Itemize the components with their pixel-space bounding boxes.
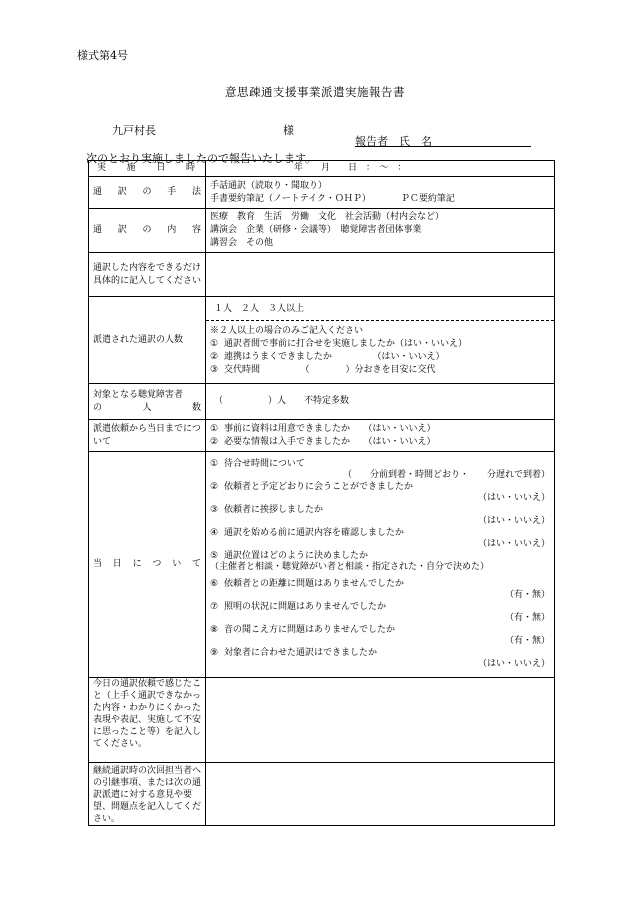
label-detail: 通訳した内容をできるだけ具体的に記入してください bbox=[89, 253, 206, 297]
content-line-2: 講演会 企業（研修・会議等） 聴覚障害者団体事業 bbox=[210, 225, 422, 235]
label-request: 派遣依頼から当日までについて bbox=[89, 420, 206, 452]
interpreter-item-3: ③ 交代時間 （ ）分おきを目安に交代 bbox=[210, 365, 436, 375]
row-method bbox=[89, 177, 555, 209]
method-line-1: 手話通訳（読取り・聞取り） bbox=[210, 180, 328, 191]
row-content bbox=[89, 209, 555, 253]
day-q6-answer: （有・無） bbox=[504, 590, 550, 600]
row-detail bbox=[89, 253, 555, 297]
label-date: 実 施 日 時 bbox=[89, 161, 206, 177]
addressee-honorific: 様 bbox=[283, 124, 294, 137]
interpreter-counts: １人 ２人 ３人以上 bbox=[214, 304, 305, 314]
date-field[interactable]: 年 月 日 ： 〜 ： bbox=[206, 161, 555, 177]
row-persons bbox=[89, 384, 555, 420]
intro-text: 次のとおり実施しましたので報告いたします。 bbox=[86, 152, 317, 165]
label-content: 通 訳 の 内 容 bbox=[89, 209, 206, 253]
label-interpreters: 派遣された通訳の人数 bbox=[89, 297, 206, 384]
persons-field[interactable]: （ ）人 不特定多数 bbox=[206, 384, 555, 420]
handover-field[interactable] bbox=[206, 763, 555, 826]
addressee-name: 九戸村長 bbox=[112, 124, 156, 137]
day-q1: ① 待合せ時間について bbox=[210, 458, 305, 469]
content-line-3: 講習会 その他 bbox=[210, 238, 274, 248]
label-day: 当 日 に つ い て bbox=[89, 452, 206, 678]
day-q7-answer: （有・無） bbox=[504, 613, 550, 623]
dashed-separator bbox=[206, 320, 554, 321]
row-date bbox=[89, 161, 555, 177]
day-q9-answer: （はい・いいえ） bbox=[477, 659, 550, 669]
label-method: 通 訳 の 手 法 bbox=[89, 177, 206, 209]
feedback-field[interactable] bbox=[206, 678, 555, 763]
interpreter-note: ※２人以上の場合のみご記入ください bbox=[210, 326, 364, 336]
day-q3-answer: （はい・いいえ） bbox=[477, 516, 550, 526]
method-line-2: 手書要約筆記（ノートテイク・ＯＨＰ） ＰＣ要約筆記 bbox=[210, 193, 455, 204]
request-item-2: ② 必要な情報は入手できましたか （はい・いいえ） bbox=[210, 436, 436, 447]
interpreter-item-2: ② 連携はうまくできましたか （はい・いいえ） bbox=[210, 352, 445, 362]
row-request bbox=[89, 420, 555, 452]
label-handover: 継続通訳時の次回担当者への引継事項、または次の通訳派遣に対する意見や要望、問題点を記入してください。 bbox=[89, 763, 206, 826]
day-q8-answer: （有・無） bbox=[504, 636, 550, 646]
row-handover bbox=[89, 763, 555, 826]
form-number: 様式第4号 bbox=[77, 49, 128, 62]
day-q7: ⑦ 照明の状況に問題はありませんでしたか bbox=[210, 601, 387, 612]
detail-field[interactable] bbox=[206, 253, 555, 297]
day-q2-answer: （はい・いいえ） bbox=[477, 493, 550, 503]
row-feedback bbox=[89, 678, 555, 763]
day-q4-answer: （はい・いいえ） bbox=[477, 539, 550, 549]
day-q5: ⑤ 通訳位置はどのように決めましたか bbox=[210, 550, 369, 561]
document-title: 意思疎通支援事業派遣実施報告書 bbox=[225, 85, 405, 99]
content-options[interactable] bbox=[206, 209, 555, 253]
reporter-name-line[interactable] bbox=[355, 146, 531, 147]
interpreter-item-1: ① 通訳者間で事前に打合せを実施しましたか（はい・いいえ） bbox=[210, 339, 468, 349]
report-form-table bbox=[88, 160, 555, 826]
day-q8: ⑧ 音の聞こえ方に問題はありませんでしたか bbox=[210, 624, 396, 635]
day-q1-options: （ 分前到着・時間どおり・ 分遅れで到着） bbox=[342, 470, 550, 480]
label-persons: 対象となる聴覚障害者 の 人 数 bbox=[89, 384, 206, 420]
row-day bbox=[89, 452, 555, 678]
day-q2: ② 依頼者と予定どおりに会うことができましたか bbox=[210, 481, 414, 492]
day-field[interactable] bbox=[206, 452, 555, 678]
day-q5-options: （主催者と相談・聴覚障がい者と相談・指定された・自分で決めた） bbox=[210, 562, 490, 572]
label-feedback: 今日の通訳依頼で感じたこと（上手く通訳できなかった内容・わかりにくかった表現や表記、実施して不安に思ったこと等）を記入してください。 bbox=[89, 678, 206, 763]
reporter-label: 報告者 氏 名 bbox=[355, 135, 432, 148]
request-item-1: ① 事前に資料は用意できましたか （はい・いいえ） bbox=[210, 423, 436, 434]
row-interpreters bbox=[89, 297, 555, 384]
day-q6: ⑥ 依頼者との距離に問題はありませんでしたか bbox=[210, 578, 405, 589]
request-field[interactable] bbox=[206, 420, 555, 452]
interpreters-field[interactable] bbox=[206, 297, 555, 384]
day-q9: ⑨ 対象者に合わせた通訳はできましたか bbox=[210, 647, 378, 658]
day-q3: ③ 依頼者に挨拶しましたか bbox=[210, 504, 324, 515]
method-options[interactable] bbox=[206, 177, 555, 209]
content-line-1: 医療 教育 生活 労働 文化 社会活動（村内会など） bbox=[210, 212, 445, 222]
day-q4: ④ 通訳を始める前に通訳内容を確認しましたか bbox=[210, 527, 405, 538]
